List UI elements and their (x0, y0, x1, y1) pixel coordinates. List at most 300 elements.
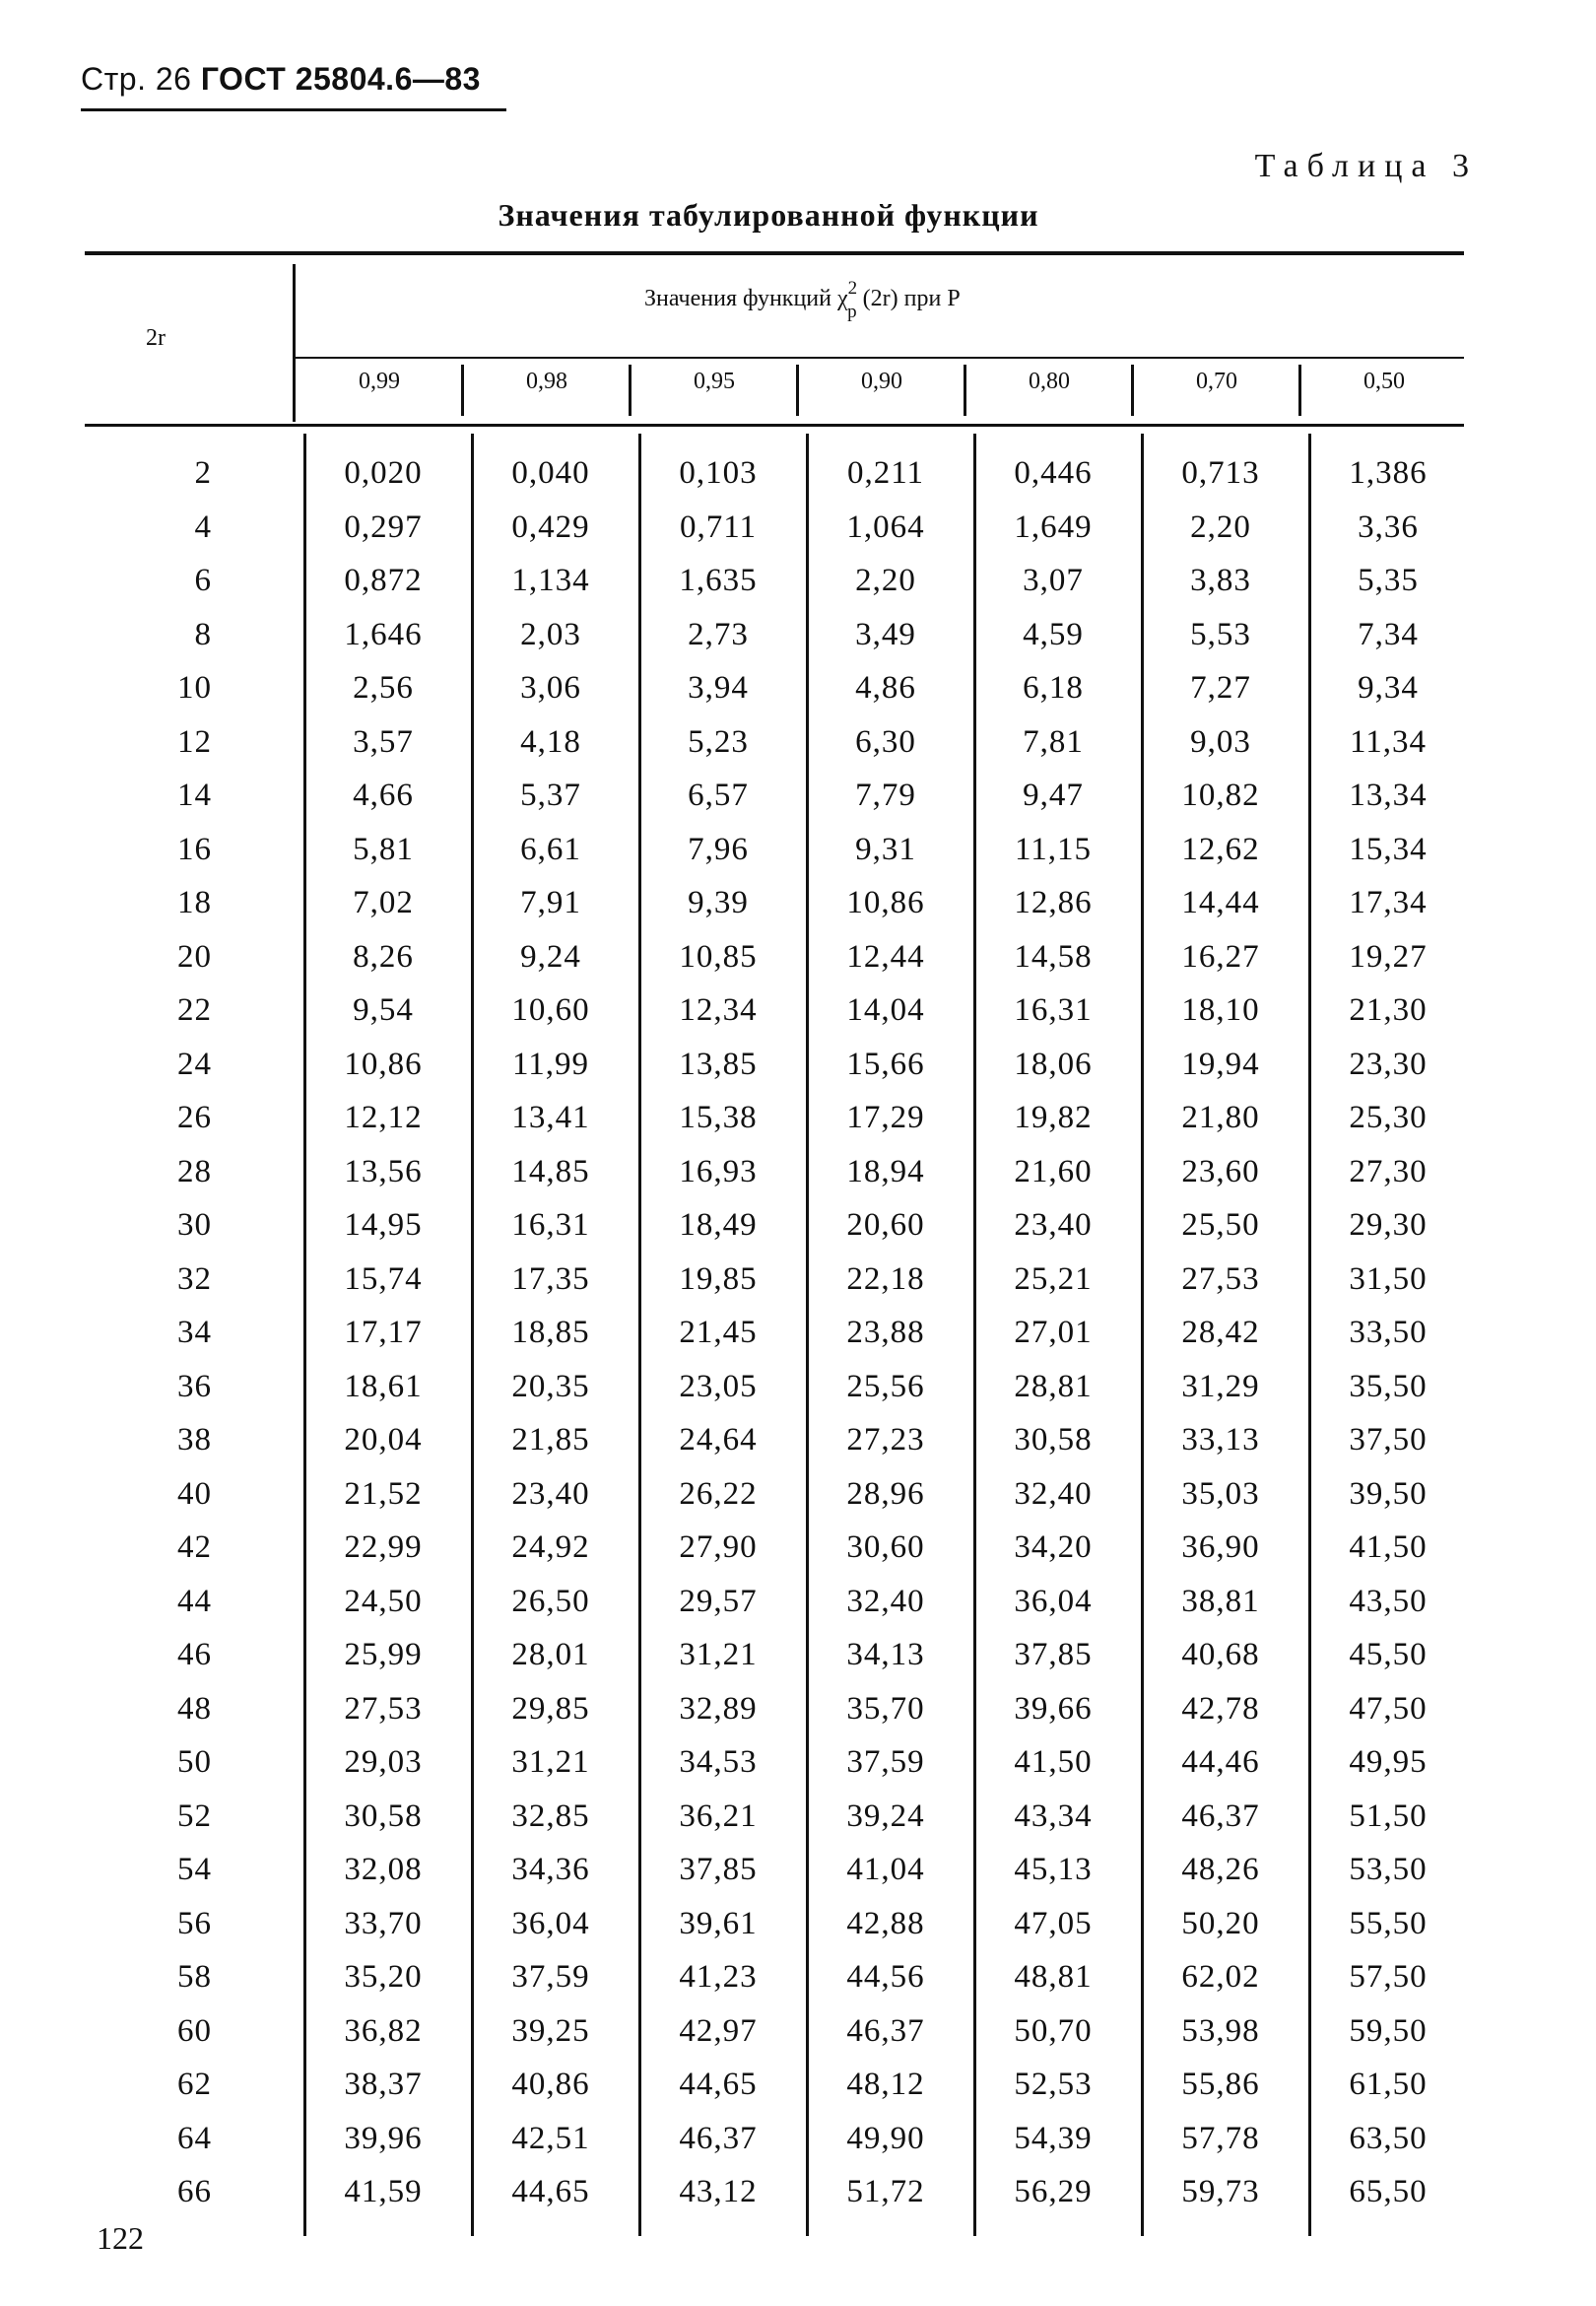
value-cell: 16,27 (1181, 938, 1260, 975)
value-cell: 48,26 (1181, 1852, 1260, 1887)
group-header-subscript: p (847, 302, 857, 322)
value-cell: 12,44 (846, 938, 925, 975)
probability-column-header: 0,98 (526, 369, 567, 394)
value-cell: 55,86 (1181, 2067, 1260, 2102)
value-cell: 1,134 (511, 563, 590, 598)
value-cell: 42,78 (1181, 1690, 1260, 1727)
value-cell: 44,56 (846, 1959, 925, 1995)
value-cell: 21,45 (679, 1315, 758, 1350)
value-cell: 3,94 (688, 670, 749, 706)
value-cell: 43,12 (679, 2174, 758, 2209)
value-cell: 33,50 (1349, 1315, 1428, 1350)
value-cell: 29,57 (679, 1583, 758, 1619)
value-cell: 9,34 (1358, 670, 1419, 706)
value-cell: 15,66 (846, 1046, 925, 1082)
value-cell: 27,53 (344, 1690, 423, 1727)
value-cell: 28,96 (846, 1475, 925, 1512)
value-cell: 33,70 (344, 1905, 423, 1941)
value-cell: 1,649 (1014, 509, 1093, 545)
value-cell: 10,85 (679, 938, 758, 975)
row-variable-cell: 48 (177, 1690, 212, 1727)
value-cell: 29,03 (344, 1744, 423, 1780)
value-cell: 18,85 (511, 1315, 590, 1350)
value-cell: 34,36 (511, 1852, 590, 1887)
row-variable-cell: 38 (177, 1422, 212, 1458)
value-cell: 49,90 (846, 2120, 925, 2156)
value-cell: 32,89 (679, 1690, 758, 1727)
running-head-rule (81, 108, 506, 111)
value-cell: 30,58 (1014, 1422, 1093, 1458)
value-cell: 3,07 (1023, 563, 1084, 598)
value-cell: 56,29 (1014, 2174, 1093, 2209)
value-cell: 35,03 (1181, 1475, 1260, 1512)
value-cell: 46,37 (679, 2120, 758, 2156)
running-head (81, 61, 481, 98)
value-cell: 9,03 (1190, 723, 1251, 760)
row-variable-cell: 66 (177, 2174, 212, 2209)
row-variable-cell: 44 (177, 1583, 212, 1619)
value-cell: 27,23 (846, 1422, 925, 1458)
value-cell: 24,50 (344, 1583, 423, 1619)
row-variable-cell: 40 (177, 1475, 212, 1512)
value-cell: 2,20 (855, 563, 916, 598)
value-cell: 1,635 (679, 563, 758, 598)
value-cell: 37,59 (511, 1959, 590, 1995)
row-variable-cell: 52 (177, 1797, 212, 1834)
value-cell: 42,88 (846, 1905, 925, 1941)
value-cell: 32,40 (1014, 1475, 1093, 1512)
value-cell: 39,96 (344, 2120, 423, 2156)
value-cell: 44,65 (679, 2067, 758, 2102)
value-cell: 16,31 (511, 1207, 590, 1243)
value-cell: 9,47 (1023, 778, 1084, 813)
value-cell: 7,34 (1358, 616, 1419, 652)
value-cell: 21,52 (344, 1475, 423, 1512)
value-cell: 57,78 (1181, 2120, 1260, 2156)
value-cell: 41,23 (679, 1959, 758, 1995)
value-cell: 12,12 (344, 1100, 423, 1135)
value-cell: 35,20 (344, 1959, 423, 1995)
value-cell: 18,61 (344, 1368, 423, 1404)
value-cell: 2,03 (520, 616, 581, 652)
value-cell: 2,73 (688, 616, 749, 652)
value-cell: 51,72 (846, 2174, 925, 2209)
row-variable-cell: 54 (177, 1852, 212, 1887)
value-cell: 4,86 (855, 670, 916, 706)
value-cell: 61,50 (1349, 2067, 1428, 2102)
value-cell: 15,38 (679, 1100, 758, 1135)
value-cell: 45,13 (1014, 1852, 1093, 1887)
value-cell: 23,40 (1014, 1207, 1093, 1243)
row-variable-cell: 24 (177, 1046, 212, 1082)
value-cell: 22,99 (344, 1529, 423, 1565)
value-cell: 37,50 (1349, 1422, 1428, 1458)
value-cell: 0,711 (679, 509, 758, 545)
body-column-divider (638, 434, 641, 2236)
body-column-divider (1308, 434, 1311, 2236)
value-cell: 34,53 (679, 1744, 758, 1780)
header-column-divider (629, 365, 632, 416)
value-cell: 4,59 (1023, 616, 1084, 652)
value-cell: 0,872 (344, 563, 423, 598)
value-cell: 9,54 (353, 992, 414, 1028)
row-variable-cell: 16 (177, 831, 212, 867)
value-cell: 9,31 (855, 831, 916, 867)
row-variable-cell: 28 (177, 1153, 212, 1189)
value-cell: 7,96 (688, 831, 749, 867)
row-variable-cell: 56 (177, 1905, 212, 1941)
row-variable-cell: 62 (177, 2067, 212, 2102)
value-cell: 50,20 (1181, 1905, 1260, 1941)
value-cell: 35,50 (1349, 1368, 1428, 1404)
value-cell: 40,68 (1181, 1637, 1260, 1672)
value-cell: 47,05 (1014, 1905, 1093, 1941)
value-cell: 3,49 (855, 616, 916, 652)
value-cell: 21,85 (511, 1422, 590, 1458)
value-cell: 17,29 (846, 1100, 925, 1135)
value-cell: 11,15 (1014, 831, 1093, 867)
function-group-header (644, 278, 961, 322)
value-cell: 31,21 (511, 1744, 590, 1780)
value-cell: 0,211 (846, 455, 925, 491)
value-cell: 9,24 (520, 938, 581, 975)
value-cell: 52,53 (1014, 2067, 1093, 2102)
value-cell: 0,040 (511, 455, 590, 491)
value-cell: 6,30 (855, 723, 916, 760)
value-cell: 29,30 (1349, 1207, 1428, 1243)
value-cell: 0,103 (679, 455, 758, 491)
value-cell: 23,30 (1349, 1046, 1428, 1082)
value-cell: 23,05 (679, 1368, 758, 1404)
value-cell: 43,50 (1349, 1583, 1428, 1619)
value-cell: 47,50 (1349, 1690, 1428, 1727)
value-cell: 20,04 (344, 1422, 423, 1458)
value-cell: 28,81 (1014, 1368, 1093, 1404)
probability-column-header: 0,70 (1196, 369, 1237, 394)
header-column-divider (461, 365, 464, 416)
value-cell: 0,446 (1014, 455, 1093, 491)
value-cell: 3,57 (353, 723, 414, 760)
standard-designation: ГОСТ 25804.6—83 (200, 61, 481, 97)
value-cell: 34,20 (1014, 1529, 1093, 1565)
value-cell: 35,70 (846, 1690, 925, 1727)
value-cell: 27,90 (679, 1529, 758, 1565)
value-cell: 37,85 (1014, 1637, 1093, 1672)
body-column-divider (1141, 434, 1144, 2236)
value-cell: 7,02 (353, 885, 414, 920)
value-cell: 30,60 (846, 1529, 925, 1565)
value-cell: 34,13 (846, 1637, 925, 1672)
value-cell: 59,73 (1181, 2174, 1260, 2209)
value-cell: 32,85 (511, 1797, 590, 1834)
value-cell: 39,50 (1349, 1475, 1428, 1512)
value-cell: 3,06 (520, 670, 581, 706)
value-cell: 41,04 (846, 1852, 925, 1887)
row-variable-cell: 34 (177, 1315, 212, 1350)
row-variable-cell: 22 (177, 992, 212, 1028)
value-cell: 48,81 (1014, 1959, 1093, 1995)
value-cell: 33,13 (1181, 1422, 1260, 1458)
value-cell: 23,60 (1181, 1153, 1260, 1189)
value-cell: 22,18 (846, 1260, 925, 1297)
value-cell: 5,37 (520, 778, 581, 813)
row-variable-cell: 4 (194, 509, 212, 545)
value-cell: 31,50 (1349, 1260, 1428, 1297)
group-header-suffix: (2r) при P (862, 286, 961, 311)
value-cell: 36,21 (679, 1797, 758, 1834)
value-cell: 26,22 (679, 1475, 758, 1512)
row-variable-cell: 60 (177, 2012, 212, 2049)
value-cell: 7,81 (1023, 723, 1084, 760)
value-cell: 37,85 (679, 1852, 758, 1887)
value-cell: 59,50 (1349, 2012, 1428, 2049)
value-cell: 14,58 (1014, 938, 1093, 975)
value-cell: 28,42 (1181, 1315, 1260, 1350)
value-cell: 12,62 (1181, 831, 1260, 867)
value-cell: 57,50 (1349, 1959, 1428, 1995)
page-number: 122 (97, 2220, 144, 2256)
value-cell: 21,60 (1014, 1153, 1093, 1189)
value-cell: 0,713 (1181, 455, 1260, 491)
value-cell: 13,41 (511, 1100, 590, 1135)
value-cell: 0,020 (344, 455, 423, 491)
value-cell: 16,31 (1014, 992, 1093, 1028)
header-column-divider (964, 365, 966, 416)
value-cell: 2,56 (353, 670, 414, 706)
body-column-divider (303, 434, 306, 2236)
value-cell: 5,35 (1358, 563, 1419, 598)
table-top-rule (85, 251, 1464, 255)
value-cell: 10,86 (344, 1046, 423, 1082)
value-cell: 27,53 (1181, 1260, 1260, 1297)
value-cell: 20,35 (511, 1368, 590, 1404)
value-cell: 53,50 (1349, 1852, 1428, 1887)
value-cell: 10,60 (511, 992, 590, 1028)
value-cell: 36,82 (344, 2012, 423, 2049)
value-cell: 1,646 (344, 616, 423, 652)
value-cell: 31,29 (1181, 1368, 1260, 1404)
stub-divider-header (293, 264, 296, 422)
value-cell: 25,99 (344, 1637, 423, 1672)
value-cell: 50,70 (1014, 2012, 1093, 2049)
header-column-divider (1131, 365, 1134, 416)
value-cell: 25,56 (846, 1368, 925, 1404)
value-cell: 44,46 (1181, 1744, 1260, 1780)
value-cell: 23,88 (846, 1315, 925, 1350)
value-cell: 7,91 (520, 885, 581, 920)
value-cell: 46,37 (1181, 1797, 1260, 1834)
probability-column-header: 0,90 (861, 369, 902, 394)
row-variable-cell: 36 (177, 1368, 212, 1404)
value-cell: 62,02 (1181, 1959, 1260, 1995)
row-variable-header: 2r (146, 325, 166, 351)
row-variable-cell: 58 (177, 1959, 212, 1995)
value-cell: 65,50 (1349, 2174, 1428, 2209)
value-cell: 41,50 (1014, 1744, 1093, 1780)
page-reference: Стр. 26 (81, 61, 192, 97)
row-variable-cell: 32 (177, 1260, 212, 1297)
value-cell: 31,21 (679, 1637, 758, 1672)
value-cell: 7,27 (1190, 670, 1251, 706)
value-cell: 14,04 (846, 992, 925, 1028)
value-cell: 21,80 (1181, 1100, 1260, 1135)
value-cell: 14,44 (1181, 885, 1260, 920)
value-cell: 23,40 (511, 1475, 590, 1512)
value-cell: 54,39 (1014, 2120, 1093, 2156)
probability-column-header: 0,80 (1029, 369, 1070, 394)
value-cell: 18,94 (846, 1153, 925, 1189)
value-cell: 3,36 (1358, 509, 1419, 545)
group-header-superscript: 2 (847, 278, 858, 299)
value-cell: 17,17 (344, 1315, 423, 1350)
value-cell: 14,85 (511, 1153, 590, 1189)
probability-column-header: 0,99 (359, 369, 400, 394)
header-group-rule (296, 357, 1464, 359)
row-variable-cell: 46 (177, 1637, 212, 1672)
value-cell: 25,50 (1181, 1207, 1260, 1243)
value-cell: 24,64 (679, 1422, 758, 1458)
row-variable-cell: 30 (177, 1207, 212, 1243)
value-cell: 18,06 (1014, 1046, 1093, 1082)
value-cell: 25,21 (1014, 1260, 1093, 1297)
value-cell: 19,85 (679, 1260, 758, 1297)
value-cell: 26,50 (511, 1583, 590, 1619)
value-cell: 37,59 (846, 1744, 925, 1780)
value-cell: 6,57 (688, 778, 749, 813)
value-cell: 8,26 (353, 938, 414, 975)
value-cell: 38,81 (1181, 1583, 1260, 1619)
value-cell: 32,40 (846, 1583, 925, 1619)
row-variable-cell: 18 (177, 885, 212, 920)
value-cell: 27,01 (1014, 1315, 1093, 1350)
row-variable-cell: 42 (177, 1529, 212, 1565)
value-cell: 29,85 (511, 1690, 590, 1727)
value-cell: 48,12 (846, 2067, 925, 2102)
header-bottom-rule (85, 424, 1464, 427)
value-cell: 51,50 (1349, 1797, 1428, 1834)
value-cell: 17,34 (1349, 885, 1428, 920)
value-cell: 5,81 (353, 831, 414, 867)
value-cell: 20,60 (846, 1207, 925, 1243)
group-header-prefix: Значения функций χ (644, 286, 848, 311)
value-cell: 9,39 (688, 885, 749, 920)
value-cell: 10,82 (1181, 778, 1260, 813)
value-cell: 38,37 (344, 2067, 423, 2102)
value-cell: 55,50 (1349, 1905, 1428, 1941)
value-cell: 3,83 (1190, 563, 1251, 598)
body-column-divider (471, 434, 474, 2236)
value-cell: 2,20 (1190, 509, 1251, 545)
value-cell: 11,34 (1349, 723, 1428, 760)
row-variable-cell: 12 (177, 723, 212, 760)
row-variable-cell: 20 (177, 938, 212, 975)
value-cell: 28,01 (511, 1637, 590, 1672)
value-cell: 42,97 (679, 2012, 758, 2049)
value-cell: 43,34 (1014, 1797, 1093, 1834)
value-cell: 15,74 (344, 1260, 423, 1297)
value-cell: 1,386 (1349, 455, 1428, 491)
value-cell: 41,50 (1349, 1529, 1428, 1565)
value-cell: 7,79 (855, 778, 916, 813)
value-cell: 63,50 (1349, 2120, 1428, 2156)
value-cell: 36,04 (1014, 1583, 1093, 1619)
value-cell: 39,61 (679, 1905, 758, 1941)
table-label: Таблица 3 (1254, 148, 1478, 184)
value-cell: 0,297 (344, 509, 423, 545)
value-cell: 13,85 (679, 1046, 758, 1082)
body-column-divider (806, 434, 809, 2236)
value-cell: 24,92 (511, 1529, 590, 1565)
value-cell: 44,65 (511, 2174, 590, 2209)
value-cell: 19,82 (1014, 1100, 1093, 1135)
body-column-divider (973, 434, 976, 2236)
value-cell: 32,08 (344, 1852, 423, 1887)
value-cell: 17,35 (511, 1260, 590, 1297)
value-cell: 6,18 (1023, 670, 1084, 706)
value-cell: 19,27 (1349, 938, 1428, 975)
value-cell: 10,86 (846, 885, 925, 920)
row-variable-cell: 50 (177, 1744, 212, 1780)
value-cell: 4,66 (353, 778, 414, 813)
value-cell: 4,18 (520, 723, 581, 760)
table-title: Значения табулированной функции (498, 197, 1039, 233)
row-variable-cell: 8 (194, 616, 212, 652)
value-cell: 19,94 (1181, 1046, 1260, 1082)
value-cell: 12,34 (679, 992, 758, 1028)
row-variable-cell: 10 (177, 670, 212, 706)
value-cell: 39,24 (846, 1797, 925, 1834)
row-variable-cell: 14 (177, 778, 212, 813)
value-cell: 1,064 (846, 509, 925, 545)
value-cell: 42,51 (511, 2120, 590, 2156)
value-cell: 40,86 (511, 2067, 590, 2102)
probability-column-header: 0,50 (1363, 369, 1405, 394)
value-cell: 39,25 (511, 2012, 590, 2049)
value-cell: 12,86 (1014, 885, 1093, 920)
value-cell: 39,66 (1014, 1690, 1093, 1727)
value-cell: 30,58 (344, 1797, 423, 1834)
value-cell: 53,98 (1181, 2012, 1260, 2049)
value-cell: 16,93 (679, 1153, 758, 1189)
value-cell: 6,61 (520, 831, 581, 867)
row-variable-cell: 26 (177, 1100, 212, 1135)
value-cell: 0,429 (511, 509, 590, 545)
value-cell: 49,95 (1349, 1744, 1428, 1780)
header-column-divider (1298, 365, 1301, 416)
value-cell: 18,49 (679, 1207, 758, 1243)
value-cell: 25,30 (1349, 1100, 1428, 1135)
value-cell: 27,30 (1349, 1153, 1428, 1189)
value-cell: 18,10 (1181, 992, 1260, 1028)
value-cell: 13,34 (1349, 778, 1428, 813)
value-cell: 14,95 (344, 1207, 423, 1243)
value-cell: 36,90 (1181, 1529, 1260, 1565)
value-cell: 36,04 (511, 1905, 590, 1941)
value-cell: 5,53 (1190, 616, 1251, 652)
value-cell: 45,50 (1349, 1637, 1428, 1672)
value-cell: 11,99 (511, 1046, 590, 1082)
value-cell: 46,37 (846, 2012, 925, 2049)
header-column-divider (796, 365, 799, 416)
row-variable-cell: 64 (177, 2120, 212, 2156)
value-cell: 13,56 (344, 1153, 423, 1189)
value-cell: 15,34 (1349, 831, 1428, 867)
probability-column-header: 0,95 (694, 369, 735, 394)
value-cell: 5,23 (688, 723, 749, 760)
row-variable-cell: 2 (194, 455, 212, 491)
row-variable-cell: 6 (194, 563, 212, 598)
value-cell: 41,59 (344, 2174, 423, 2209)
